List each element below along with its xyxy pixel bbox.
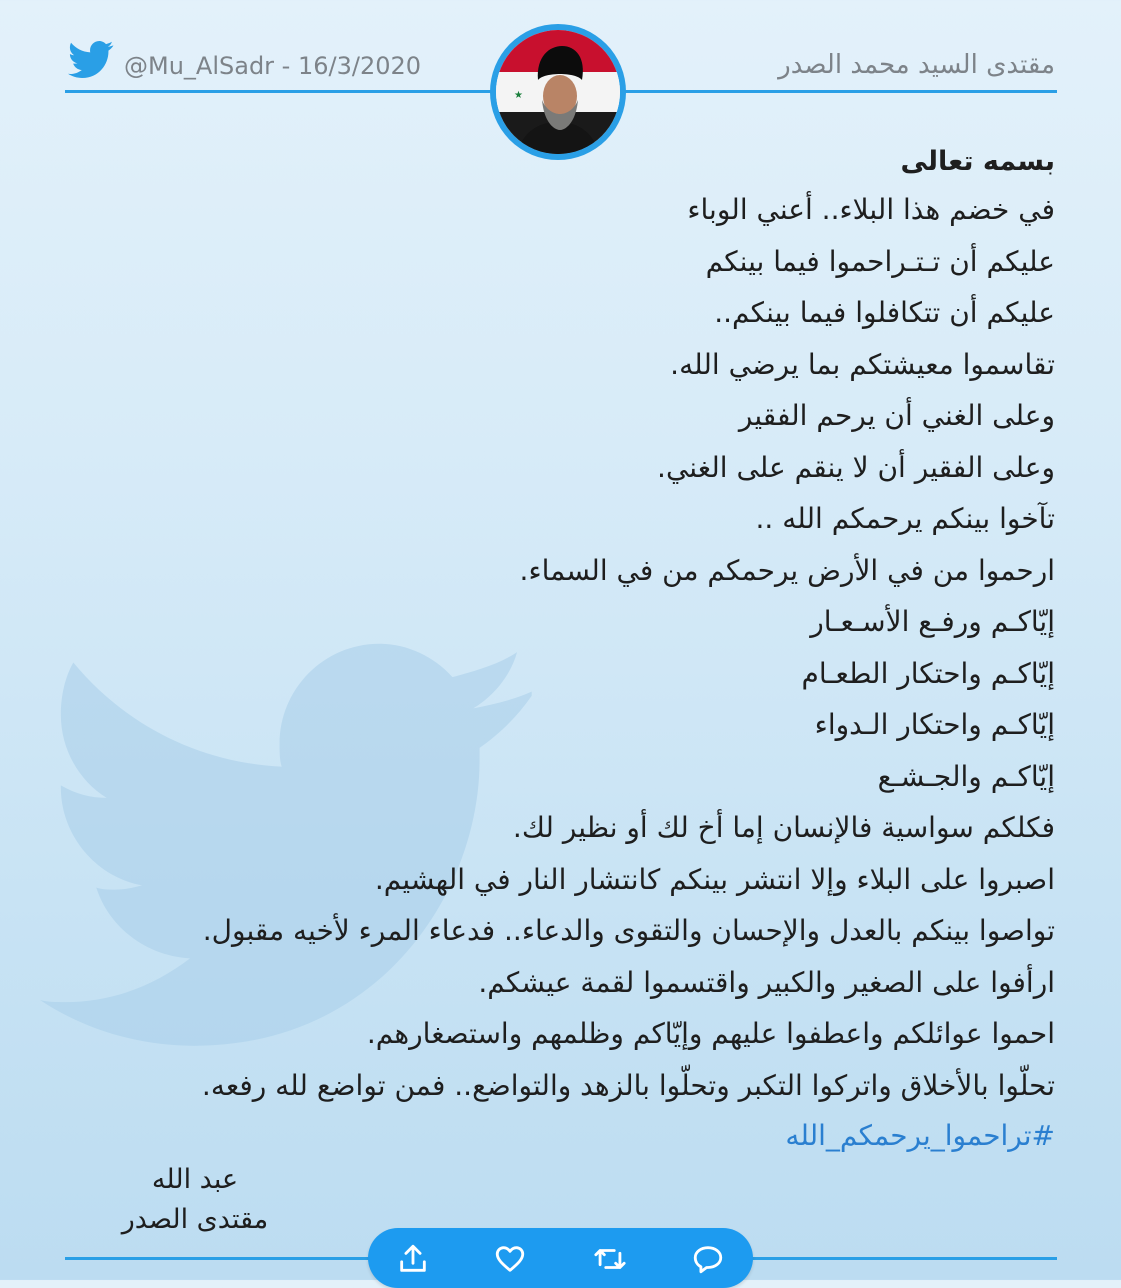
share-icon — [396, 1242, 430, 1276]
tweet-line: ارأفوا على الصغير والكبير واقتسموا لقمة عيشكم. — [478, 965, 1055, 999]
tweet-line: إيّاكـم واحتكار الطعـام — [801, 656, 1055, 690]
tweet-line: اصبروا على البلاء وإلا انتشر بينكم كانتشار النار في الهشيم. — [374, 862, 1055, 896]
tweet-line: فكلكم سواسية فالإنسان إما أخ لك أو نظير لك. — [512, 811, 1055, 844]
like-button[interactable] — [493, 1242, 527, 1276]
signature-line-1: عبد الله — [151, 1164, 239, 1195]
tweet-line: إيّاكـم والجـشـع — [877, 759, 1055, 793]
tweet-line: تآخوا بينكم يرحمكم الله .. — [755, 502, 1055, 535]
header-divider-left — [65, 90, 495, 93]
author-name[interactable]: مقتدى السيد محمد الصدر — [778, 50, 1055, 80]
retweet-icon — [593, 1242, 627, 1276]
signature-line-2: مقتدى الصدر — [121, 1204, 269, 1235]
avatar-photo — [496, 30, 620, 154]
tweet-line: إيّاكـم واحتكار الـدواء — [814, 708, 1055, 741]
tweet-line: تحلّوا بالأخلاق واتركوا التكبر وتحلّوا بالزهد والتواضع.. فمن تواضع لله رفعه. — [201, 1068, 1055, 1102]
tweet-line: احموا عوائلكم واعطفوا عليهم وإيّاكم وظلمهم واستصغارهم. — [366, 1017, 1055, 1050]
tweet-line: وعلى الفقير أن لا ينقم على الغني. — [657, 450, 1055, 484]
tweet-action-bar — [368, 1228, 753, 1288]
signature — [110, 1160, 280, 1240]
tweet-line: وعلى الغني أن يرحم الفقير — [738, 399, 1055, 432]
retweet-button[interactable] — [593, 1242, 627, 1276]
tweet-line: في خضم هذا البلاء.. أعني الوباء — [687, 193, 1055, 226]
tweet-line: عليكم أن تـتـراحموا فيما بينكم — [705, 244, 1055, 278]
svg-text:★: ★ — [514, 90, 523, 101]
tweet-line: تواصوا بينكم بالعدل والإحسان والتقوى والدعاء.. فدعاء المرء لأخيه مقبول. — [202, 914, 1055, 947]
tweet-text — [55, 140, 1055, 1161]
tweet-line: تقاسموا معيشتكم بما يرضي الله. — [670, 347, 1055, 381]
tweet-handle-date[interactable]: @Mu_AlSadr - 16/3/2020 — [124, 52, 422, 80]
like-heart-icon — [493, 1242, 527, 1276]
share-button[interactable] — [396, 1242, 430, 1276]
tweet-line: عليكم أن تتكافلوا فيما بينكم.. — [714, 296, 1055, 329]
tweet-salutation: بسمه تعالى — [900, 146, 1055, 177]
header-divider-right — [625, 90, 1057, 93]
reply-icon — [691, 1242, 725, 1276]
reply-button[interactable] — [691, 1242, 725, 1276]
tweet-line: ارحموا من في الأرض يرحمكم من في السماء. — [519, 553, 1055, 587]
hashtag-link[interactable]: #تراحموا_يرحمكم_الله — [785, 1119, 1055, 1152]
tweet-line: إيّاكـم ورفـع الأسـعـار — [810, 605, 1055, 638]
twitter-bird-icon — [68, 40, 114, 80]
